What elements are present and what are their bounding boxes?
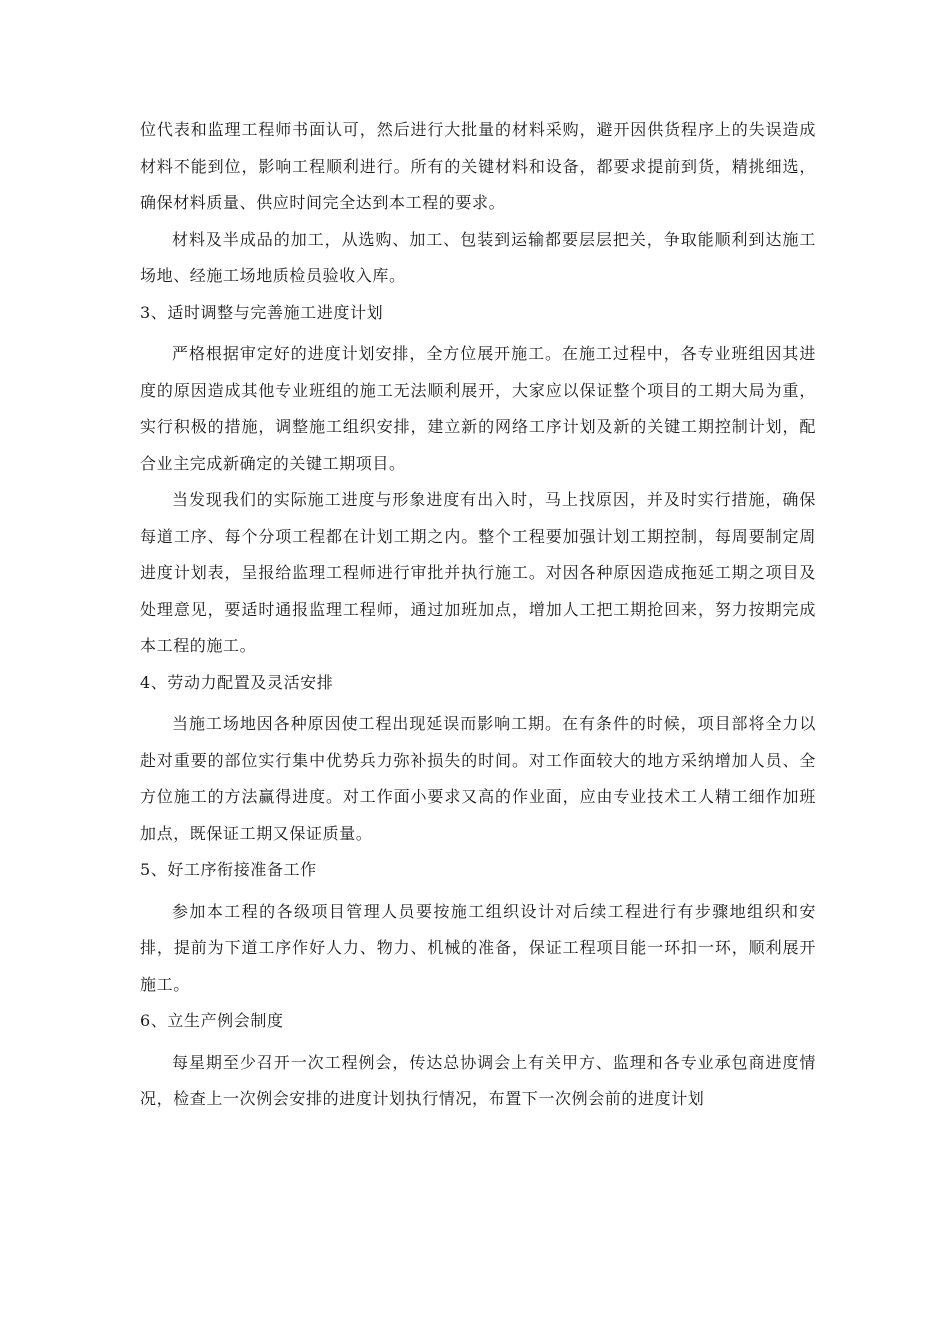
section-heading-production-meeting: 6、立生产例会制度 — [140, 1011, 284, 1030]
paragraph-production-meeting: 每星期至少召开一次工程例会，传达总协调会上有关甲方、监理和各专业承包商进度情况，检查上一次例会安排的进度计划执行情况，布置下一次例会前的进度计划 — [140, 1052, 816, 1108]
paragraph-schedule-adjustment-1: 严格根据审定好的进度计划安排，全方位展开施工。在施工过程中，各专业班组因其进度的原因造成其他专业班组的施工无法顺利展开，大家应以保证整个项目的工期大局为重，实行积极的措施，调整施工组织安排，建立新的网络工序计划及新的关键工期控制计划，配合业主完成新确定的关键工期项目。 — [140, 344, 816, 473]
paragraph-labor-allocation: 当施工场地因各种原因使工程出现延误而影响工期。在有条件的时候，项目部将全力以赴对重要的部位实行集中优势兵力弥补损失的时间。对工作面较大的地方采纳增加人员、全方位施工的方法赢得进度。对工作面小要求又高的作业面，应由专业技术工人精工细作加班加点，既保证工期又保证质量。 — [140, 714, 816, 843]
section-heading-schedule-adjustment: 3、适时调整与完善施工进度计划 — [140, 302, 384, 322]
section-heading-process-handover: 5、好工序衔接准备工作 — [140, 860, 317, 879]
paragraph-schedule-adjustment-2: 当发现我们的实际施工进度与形象进度有出入时，马上找原因，并及时实行措施，确保每道工序、每个分项工程都在计划工期之内。整个工程要加强计划工期控制，每周要制定周进度计划表，呈报给监理工程师进行审批并执行施工。对因各种原因造成拖延工期之项目及处理意见，要适时通报监理工程师，通过加班加点，增加人工把工期抢回来，努力按期完成本工程的施工。 — [140, 490, 816, 655]
section-heading-labor-allocation: 4、劳动力配置及灵活安排 — [140, 672, 334, 692]
paragraph-materials-processing: 材料及半成品的加工，从选购、加工、包装到运输都要层层把关，争取能顺利到达施工场地、经施工场地质检员验收入库。 — [140, 229, 816, 285]
paragraph-process-handover: 参加本工程的各级项目管理人员要按施工组织设计对后续工程进行有步骤地组织和安排，提前为下道工序作好人力、物力、机械的准备，保证工程项目能一环扣一环，顺利展开施工。 — [140, 901, 816, 994]
paragraph-materials-approval: 位代表和监理工程师书面认可，然后进行大批量的材料采购，避开因供货程序上的失误造成材料不能到位，影响工程顺利进行。所有的关键材料和设备，都要求提前到货，精挑细选，确保材料质量、供应时间完全达到本工程的要求。 — [140, 120, 816, 212]
